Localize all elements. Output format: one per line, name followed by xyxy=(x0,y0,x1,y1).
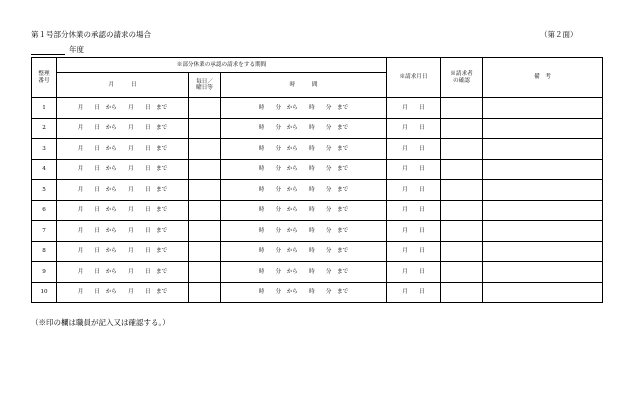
header-weekday: 毎日／ 曜日等 xyxy=(189,73,221,98)
requester-check-field[interactable] xyxy=(441,139,483,160)
table-row xyxy=(32,262,603,283)
request-date-field[interactable]: 月 日 xyxy=(387,118,441,139)
remarks-field[interactable] xyxy=(483,282,603,303)
requester-check-field[interactable] xyxy=(441,98,483,119)
remarks-field[interactable] xyxy=(483,118,603,139)
time-range-field[interactable]: 時 分 から 時 分 まで xyxy=(221,139,387,160)
remarks-field[interactable] xyxy=(483,139,603,160)
row-number: 5 xyxy=(32,180,57,201)
row-number: 10 xyxy=(32,282,57,303)
table-row xyxy=(32,200,603,221)
weekday-field[interactable] xyxy=(189,159,221,180)
requester-check-field[interactable] xyxy=(441,200,483,221)
table-row xyxy=(32,241,603,262)
date-range-field[interactable]: 月 日 から 月 日 まで xyxy=(57,118,189,139)
time-range-field[interactable]: 時 分 から 時 分 まで xyxy=(221,221,387,242)
request-date-field[interactable]: 月 日 xyxy=(387,241,441,262)
table-row xyxy=(32,139,603,160)
header-time: 時 間 xyxy=(221,73,387,98)
row-number: 2 xyxy=(32,118,57,139)
time-range-field[interactable]: 時 分 から 時 分 まで xyxy=(221,262,387,283)
remarks-field[interactable] xyxy=(483,98,603,119)
requester-check-field[interactable] xyxy=(441,221,483,242)
date-range-field[interactable]: 月 日 から 月 日 まで xyxy=(57,282,189,303)
row-number: 8 xyxy=(32,241,57,262)
header-requester-check: ※請求者 の確認 xyxy=(441,58,483,98)
time-range-field[interactable]: 時 分 から 時 分 まで xyxy=(221,98,387,119)
table-body xyxy=(32,98,603,303)
row-number: 3 xyxy=(32,139,57,160)
requester-check-field[interactable] xyxy=(441,118,483,139)
table-row xyxy=(32,98,603,119)
header-period-group: ※部分休業の承認の請求をする期間 xyxy=(57,58,387,73)
remarks-field[interactable] xyxy=(483,200,603,221)
header-number: 整理 番号 xyxy=(32,58,57,98)
weekday-field[interactable] xyxy=(189,139,221,160)
requester-check-field[interactable] xyxy=(441,159,483,180)
request-date-field[interactable]: 月 日 xyxy=(387,282,441,303)
request-date-field[interactable]: 月 日 xyxy=(387,221,441,242)
table-row xyxy=(32,118,603,139)
request-date-field[interactable]: 月 日 xyxy=(387,159,441,180)
requester-check-field[interactable] xyxy=(441,282,483,303)
date-range-field[interactable]: 月 日 から 月 日 まで xyxy=(57,98,189,119)
weekday-field[interactable] xyxy=(189,118,221,139)
weekday-field[interactable] xyxy=(189,200,221,221)
request-date-field[interactable]: 月 日 xyxy=(387,180,441,201)
request-date-field[interactable]: 月 日 xyxy=(387,200,441,221)
fiscal-year-field[interactable] xyxy=(31,46,65,55)
weekday-field[interactable] xyxy=(189,282,221,303)
table-row xyxy=(32,159,603,180)
weekday-field[interactable] xyxy=(189,98,221,119)
row-number: 7 xyxy=(32,221,57,242)
time-range-field[interactable]: 時 分 から 時 分 まで xyxy=(221,200,387,221)
footer-note: （※印の欄は職員が記入又は確認する。） xyxy=(31,318,170,327)
remarks-field[interactable] xyxy=(483,221,603,242)
row-number: 4 xyxy=(32,159,57,180)
weekday-field[interactable] xyxy=(189,241,221,262)
remarks-field[interactable] xyxy=(483,241,603,262)
remarks-field[interactable] xyxy=(483,180,603,201)
time-range-field[interactable]: 時 分 から 時 分 まで xyxy=(221,118,387,139)
header-remarks: 備 考 xyxy=(483,58,603,98)
page-label: （第２面） xyxy=(540,30,578,39)
requester-check-field[interactable] xyxy=(441,180,483,201)
request-date-field[interactable]: 月 日 xyxy=(387,98,441,119)
row-number: 1 xyxy=(32,98,57,119)
request-date-field[interactable]: 月 日 xyxy=(387,262,441,283)
header-request-date: ※請求月日 xyxy=(387,58,441,98)
weekday-field[interactable] xyxy=(189,221,221,242)
table-row xyxy=(32,282,603,303)
fiscal-year-suffix: 年度 xyxy=(69,45,84,54)
request-date-field[interactable]: 月 日 xyxy=(387,139,441,160)
row-number: 9 xyxy=(32,262,57,283)
date-range-field[interactable]: 月 日 から 月 日 まで xyxy=(57,262,189,283)
time-range-field[interactable]: 時 分 から 時 分 まで xyxy=(221,241,387,262)
date-range-field[interactable]: 月 日 から 月 日 まで xyxy=(57,139,189,160)
date-range-field[interactable]: 月 日 から 月 日 まで xyxy=(57,221,189,242)
form-title: 第１号部分休業の承認の請求の場合 xyxy=(31,30,151,39)
requester-check-field[interactable] xyxy=(441,241,483,262)
weekday-field[interactable] xyxy=(189,262,221,283)
remarks-field[interactable] xyxy=(483,262,603,283)
remarks-field[interactable] xyxy=(483,159,603,180)
time-range-field[interactable]: 時 分 から 時 分 まで xyxy=(221,180,387,201)
fiscal-year-line xyxy=(31,44,84,55)
date-range-field[interactable]: 月 日 から 月 日 まで xyxy=(57,180,189,201)
date-range-field[interactable]: 月 日 から 月 日 まで xyxy=(57,241,189,262)
weekday-field[interactable] xyxy=(189,180,221,201)
partial-leave-request-table xyxy=(31,57,603,303)
date-range-field[interactable]: 月 日 から 月 日 まで xyxy=(57,200,189,221)
row-number: 6 xyxy=(32,200,57,221)
time-range-field[interactable]: 時 分 から 時 分 まで xyxy=(221,282,387,303)
time-range-field[interactable]: 時 分 から 時 分 まで xyxy=(221,159,387,180)
table-row xyxy=(32,221,603,242)
requester-check-field[interactable] xyxy=(441,262,483,283)
table-row xyxy=(32,180,603,201)
date-range-field[interactable]: 月 日 から 月 日 まで xyxy=(57,159,189,180)
header-month-day: 月 日 xyxy=(57,73,189,98)
